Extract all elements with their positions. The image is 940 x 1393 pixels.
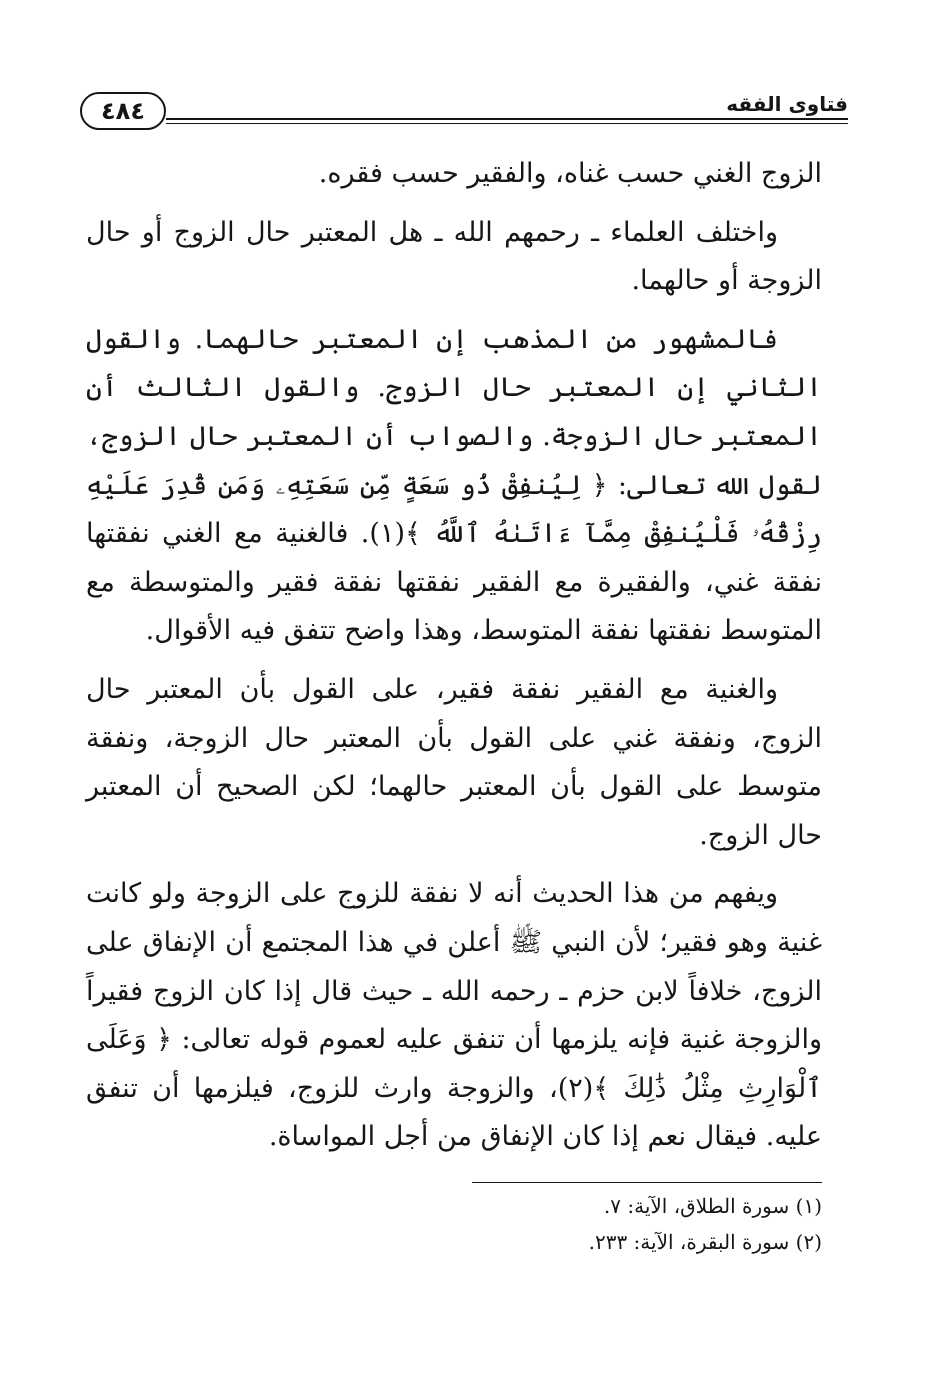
footnotes <box>86 1188 822 1260</box>
book-title: فتاوى الفقه <box>726 92 848 116</box>
main-text <box>86 150 822 1172</box>
paragraph: والغنية مع الفقير نفقة فقير، على القول بأن المعتبر حال الزوج، ونفقة غني على القول بأن المعتبر حال الزوجة، ونفقة متوسط على القول بأن المعتبر حالهما؛ لكن الصحيح أن المعتبر حال الزوج. <box>86 673 822 851</box>
page-number: ٤٨٤ <box>80 92 166 130</box>
page-header <box>80 92 848 134</box>
footnote-rule <box>472 1182 822 1183</box>
header-rule-thin <box>166 123 848 124</box>
header-rule <box>166 118 848 120</box>
paragraph: الزوج الغني حسب غناه، والفقير حسب فقره. <box>318 158 822 189</box>
paragraph: فالمشهور من المذهب إن المعتبر حالهما. والقول الثاني إن المعتبر حال الزوج. والقول الثالث أن المعتبر حال الزوجة. والصواب أن المعتبر حال الزوج، لقول الله تعالى: ﴿ لِيُنفِقْ ذُو سَعَةٍ مِّن سَعَتِهِۦ وَمَن قُدِرَ عَلَيْهِ رِزْقُهُۥ فَلْيُنفِقْ مِمَّآ ءَاتَىٰهُ ٱللَّهُ ﴾(١). فالغنية مع الغني نفقتها نفقة غني، والفقيرة مع الفقير نفقتها نفقة فقير والمتوسطة مع المتوسط نفقتها نفقة المتوسط، وهذا واضح تتفق فيه الأقوال. <box>86 323 822 647</box>
paragraph: ويفهم من هذا الحديث أنه لا نفقة للزوج على الزوجة ولو كانت غنية وهو فقير؛ لأن النبي ﷺ أعلن في هذا المجتمع أن الإنفاق على الزوج، خلافاً لابن حزم ـ رحمه الله ـ حيث قال إذا كان الزوج فقيراً والزوجة غنية فإنه يلزمها أن تنفق عليه لعموم قوله تعالى: ﴿ وَعَلَى ٱلْوَارِثِ مِثْلُ ذَٰلِكَ ﴾(٢)، والزوجة وارث للزوج، فيلزمها أن تنفق عليه. فيقال نعم إذا كان الإنفاق من أجل المواساة. <box>86 878 823 1153</box>
paragraph: واختلف العلماء ـ رحمهم الله ـ هل المعتبر حال الزوج أو حال الزوجة أو حالهما. <box>86 216 822 297</box>
footnote: (٢) سورة البقرة، الآية: ٢٣٣. <box>588 1230 822 1254</box>
footnote: (١) سورة الطلاق، الآية: ٧. <box>603 1194 822 1218</box>
